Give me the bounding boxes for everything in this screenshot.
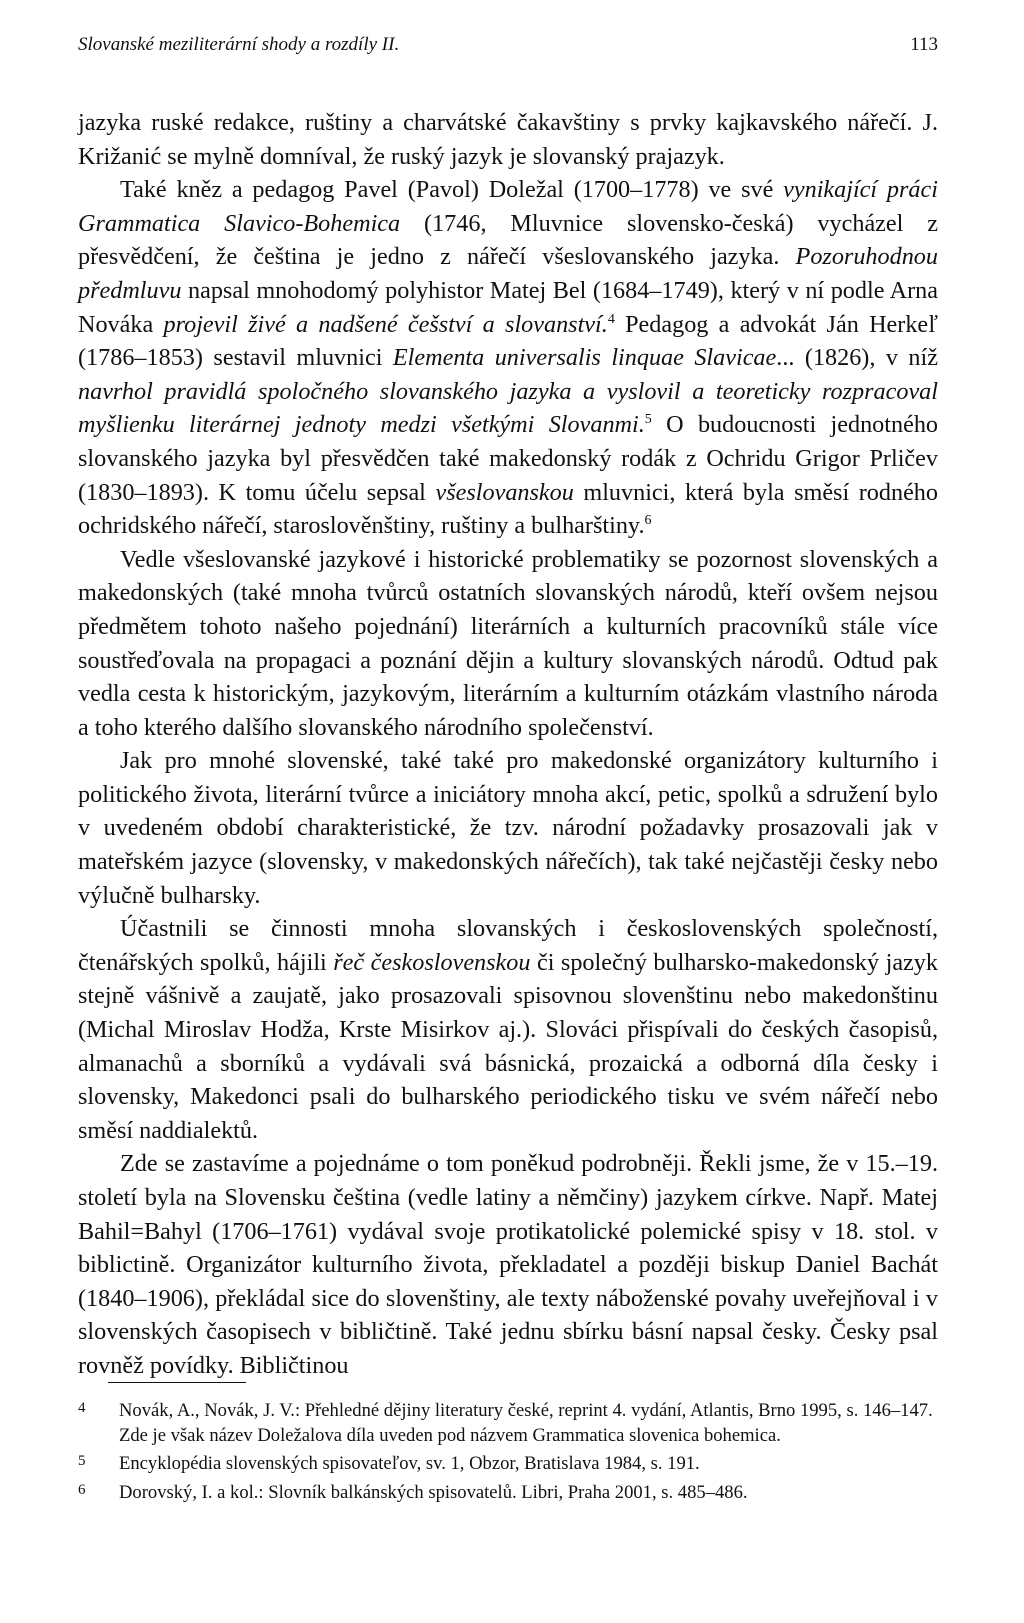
text-run: mluvnici, která byla směsí rodného ochridského nářečí, staroslověnštiny, ruštiny a bulharštiny. bbox=[78, 478, 938, 540]
italic-run: vynikající práci Grammatica Slavico-Bohemica bbox=[78, 176, 938, 237]
paragraph bbox=[78, 173, 938, 543]
text-run: napsal mnohodomý polyhistor Matej Bel (1684–1749), který v ní podle Arna Nováka bbox=[78, 276, 938, 338]
text-run: O budoucnosti jednotného slovanského jazyka byl přesvědčen také makedonský rodák z Ochridu Grigor Prličev (1830–1893). K tomu účelu sepsal bbox=[78, 411, 939, 506]
footnote-reference: 6 bbox=[644, 513, 652, 529]
text-run: Vedle všeslovanské jazykové i historické problematiky se pozornost slovenských a makedonských (také mnoha tvůrců ostatních slovanských národů, kteří ovšem nejsou předmětem tohoto našeho pojednání) literárních a kulturních pracovníků stále více soustřeďovala na propagaci a poznání dějin a kultury slovanských národů. Odtud pak vedla cesta k historickým, jazykovým, literárním a kulturním otázkám vlastního národa a toho kterého dalšího slovanského národního společenství. bbox=[78, 545, 938, 741]
italic-run: řeč československou bbox=[333, 948, 531, 976]
running-title: Slovanské meziliterární shody a rozdíly II. bbox=[78, 34, 400, 55]
footnote-divider bbox=[108, 1382, 246, 1383]
body-text bbox=[78, 106, 938, 1383]
paragraph bbox=[78, 912, 938, 1147]
paragraph bbox=[78, 744, 938, 912]
footnote-marker: 6 bbox=[78, 1481, 86, 1498]
text-run: ... (1826), v níž bbox=[776, 344, 938, 372]
text-run: jazyka ruské redakce, ruštiny a charvátské čakavštiny s prvky kajkavského nářečí. J. Križanić se mylně domníval, že ruský jazyk je slovanský prajazyk. bbox=[78, 109, 938, 170]
italic-run: Pozoruhodnou předmluvu bbox=[78, 243, 938, 304]
page-content bbox=[78, 28, 938, 1383]
footnote bbox=[78, 1398, 938, 1448]
footnote-text: Encyklopédia slovenských spisovateľov, sv. 1, Obzor, Bratislava 1984, s. 191. bbox=[119, 1453, 700, 1475]
footnote bbox=[78, 1451, 938, 1476]
paragraph bbox=[78, 1147, 938, 1382]
footnote-reference: 4 bbox=[607, 311, 615, 327]
paragraph bbox=[78, 543, 938, 745]
running-header bbox=[78, 28, 938, 64]
footnote-reference: 5 bbox=[644, 412, 652, 428]
footnote bbox=[78, 1480, 938, 1505]
page-number: 113 bbox=[910, 34, 938, 55]
text-run: Také kněz a pedagog Pavel (Pavol) Doležal (1700–1778) ve své bbox=[120, 176, 784, 204]
footnotes bbox=[78, 1398, 938, 1508]
text-run: Jak pro mnohé slovenské, také také pro makedonské organizátory kulturního i politického života, literární tvůrce a iniciátory mnoha akcí, petic, spolků a sdružení bylo v uvedeném období charakteristické, že tzv. národní požadavky prosazovali jak v mateřském jazyce (slovensky, v makedonských nářečích), tak také nejčastěji česky nebo výlučně bulharsky. bbox=[78, 747, 938, 909]
footnote-text: Novák, A., Novák, J. V.: Přehledné dějiny literatury české, reprint 4. vydání, Atlantis, Brno 1995, s. 146–147. Zde je však název Doležalova díla uveden pod názvem Grammatica slovenica bohemica. bbox=[119, 1400, 933, 1447]
paragraph bbox=[78, 106, 938, 173]
italic-run: Elementa universalis linquae Slavicae bbox=[392, 344, 777, 372]
footnote-marker: 4 bbox=[78, 1400, 86, 1416]
italic-run: projevil živé a nadšené češství a slovanství. bbox=[163, 310, 608, 338]
text-run: Pedagog a advokát Ján Herkeľ (1786–1853) sestavil mluvnici bbox=[78, 310, 938, 372]
text-run: (1746, Mluvnice slovensko-česká) vycházel z přesvědčení, že čeština je jedno z nářečí všeslovanského jazyka. bbox=[78, 209, 938, 271]
footnote-marker: 5 bbox=[78, 1453, 86, 1470]
text-run: či společný bulharsko-makedonský jazyk stejně vášnivě a zaujatě, jako prosazovali spisovnou slovenštinu nebo makedonštinu (Michal Miroslav Hodža, Krste Misirkov aj.). Slováci přispívali do českých časopisů, almanachů a sborníků a vydávali svá básnická, prozaická a odborná díla česky i slovensky, Makedonci psali do bulharského periodického tisku ve svém nářečí nebo směsí naddialektů. bbox=[78, 948, 938, 1144]
italic-run: navrhol pravidlá spoločného slovanského jazyka a vyslovil a teoreticky rozpracoval myšlienku literárnej jednoty medzi všetkými Slovanmi. bbox=[78, 377, 938, 439]
italic-run: všeslovanskou bbox=[435, 478, 574, 506]
text-run: Účastnili se činnosti mnoha slovanských i československých společností, čtenářských spolků, hájili bbox=[78, 915, 938, 976]
text-run: Zde se zastavíme a pojednáme o tom poněkud podrobněji. Řekli jsme, že v 15.–19. století byla na Slovensku čeština (vedle latiny a němčiny) jazykem církve. Např. Matej Bahil=Bahyl (1706–1761) vydával svoje protikatolické polemické spisy v 18. stol. v biblictině. Organizátor kulturního života, překladatel a později biskup Daniel Bachát (1840–1906), překládal sice do slovenštiny, ale texty náboženské povahy uveřejňoval i v slovenských časopisech v bibličtině. Také jednu sbírku básní napsal česky. Česky psal rovněž povídky. Bibličtinou bbox=[78, 1150, 938, 1379]
footnote-text: Dorovský, I. a kol.: Slovník balkánských spisovatelů. Libri, Praha 2001, s. 485–486. bbox=[119, 1481, 748, 1503]
